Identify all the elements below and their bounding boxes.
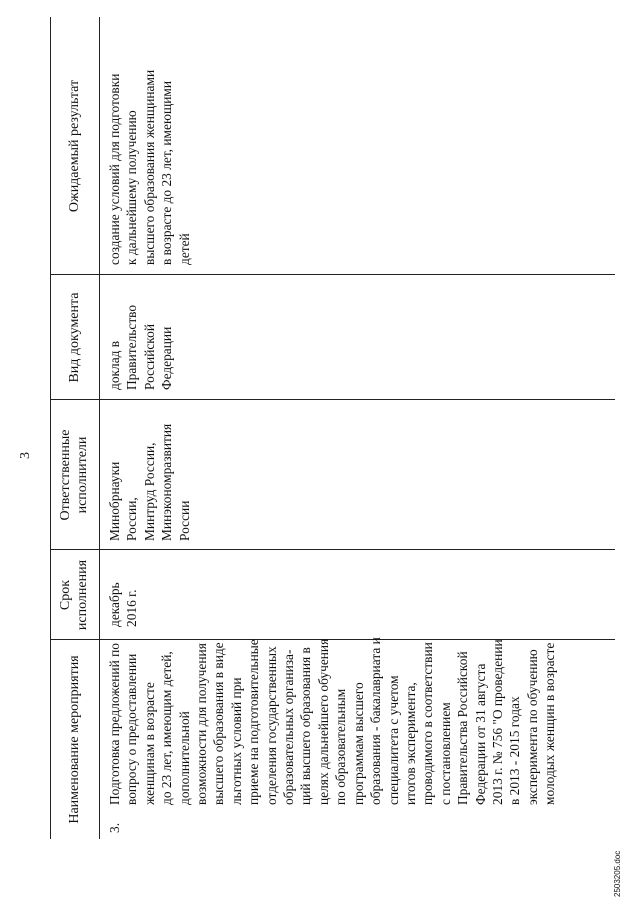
row-activity-name: Подготовка предложений по вопросу о предоставлении женщинам в возрасте до 23 лет, имеющим детей, дополнительной возможности для получения высшего образования в виде льготных условий при приеме на подготовительные отделения государственных образовательных организа- ций высшего образования в целях дальнейшего обучения по образовательным программам высшего образования - бакалавриата и специалитета с учетом итогов эксперимента, проводимого в соответствии с постановлением Правительства Российской Федерации от 31 августа 2013 г. № 756 "О проведении в 2013 - 2015 годах эксперимента по обучению молодых женщин в возрасте <box>107 637 558 805</box>
header-bottom-border <box>99 17 100 839</box>
row-deadline: декабрь 2016 г. <box>107 582 140 627</box>
header-name: Наименование мероприятия <box>67 655 82 824</box>
header-executors: Ответственные исполнители <box>58 429 90 521</box>
page-number: 3 <box>18 452 33 459</box>
header-doc-type: Вид документа <box>67 292 82 383</box>
col-divider-4 <box>50 274 615 275</box>
col-divider-2 <box>50 549 615 550</box>
header-result: Ожидаемый результат <box>67 79 82 213</box>
col-divider-3 <box>50 399 615 400</box>
row-number: 3. <box>107 822 122 833</box>
footer-file-code: 2503205.doc <box>613 850 622 897</box>
row-doc-type: доклад в Правительство Российской Федерации <box>107 304 175 390</box>
table-top-border <box>50 17 51 839</box>
header-deadline: Срок исполнения <box>58 559 90 631</box>
row-expected-result: создание условий для подготовки к дальнейшему получению высшего образования женщинами в возрасте до 23 лет, имеющими детей <box>107 69 192 265</box>
row-executors: Минобрнауки России, Минтруд России, Минэкономразвития России <box>107 423 192 541</box>
